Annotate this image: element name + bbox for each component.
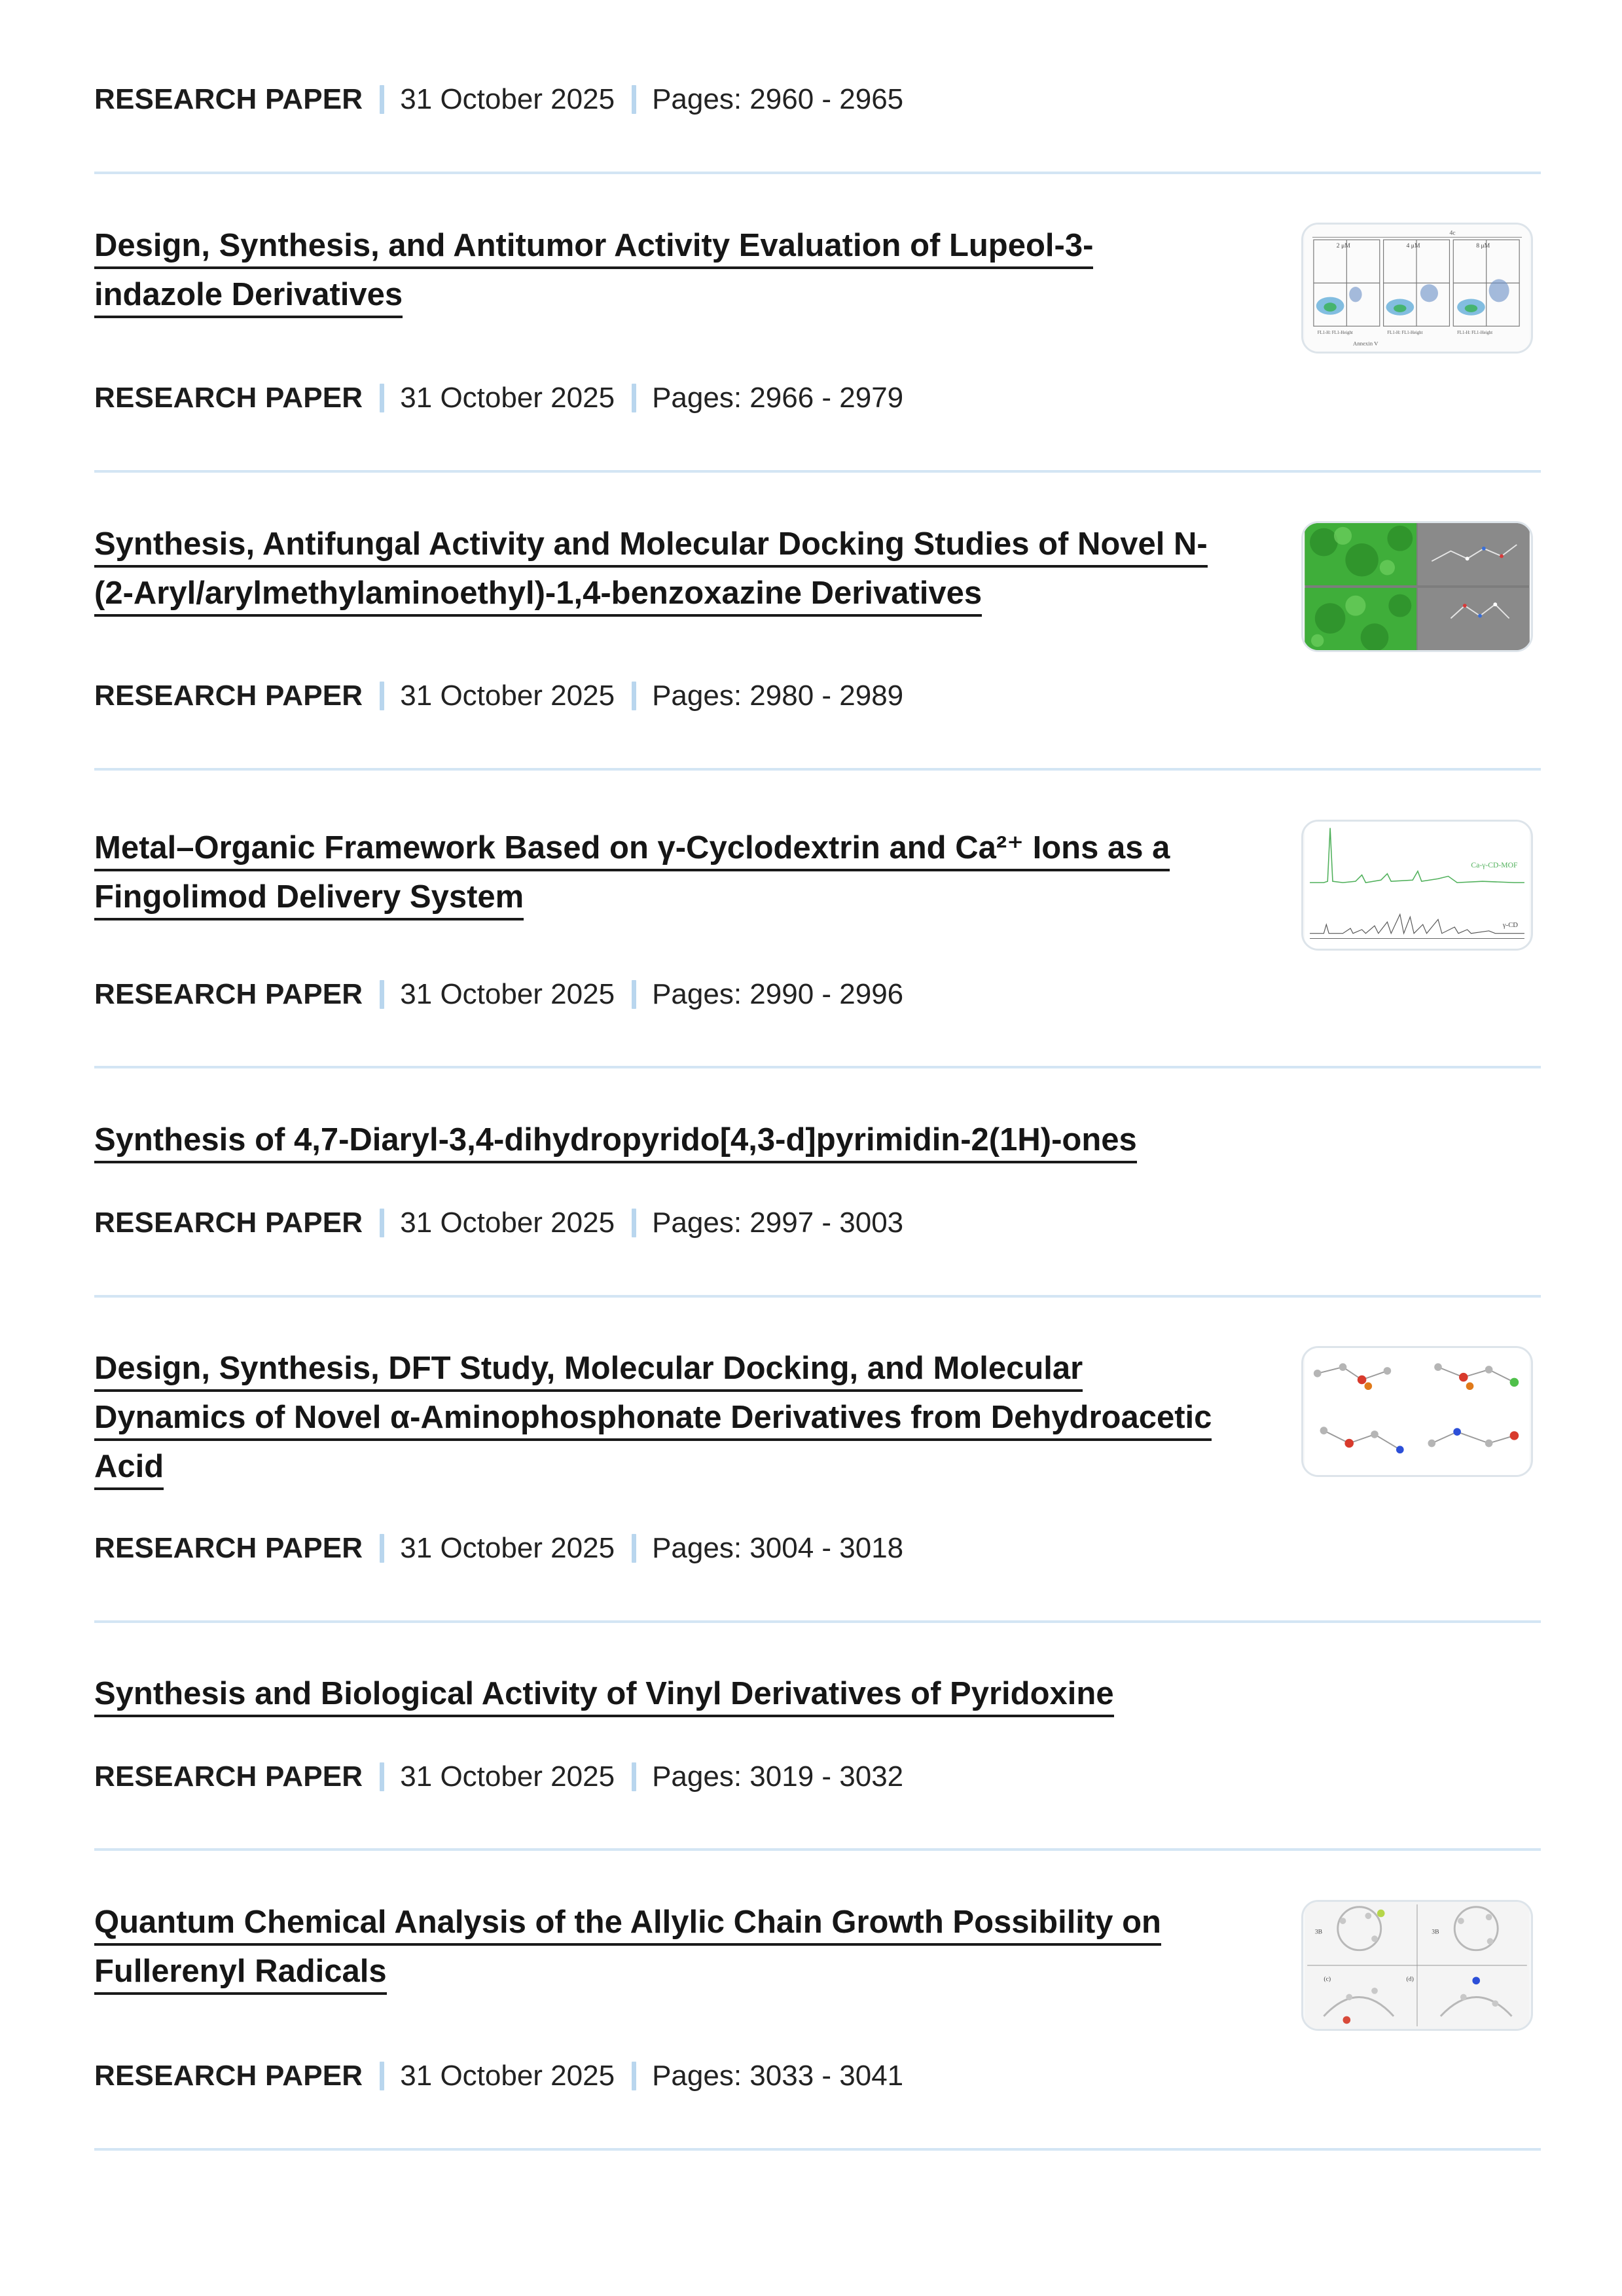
divider: [94, 1295, 1541, 1298]
publication-date: 31 October 2025: [400, 680, 615, 712]
meta-separator: [380, 384, 384, 412]
page-range: Pages: 2960 - 2965: [652, 83, 904, 115]
dft-structures-thumbnail-image: [1303, 1348, 1531, 1475]
meta-separator: [632, 85, 636, 114]
meta-separator: [380, 85, 384, 114]
meta-separator: [380, 2062, 384, 2090]
article-title-link[interactable]: [94, 1898, 1246, 1996]
meta-separator: [632, 2062, 636, 2090]
article-type: RESEARCH PAPER: [94, 382, 363, 414]
article-meta: [94, 85, 903, 114]
page-range: Pages: 2997 - 3003: [652, 1207, 904, 1239]
svg-text:(c): (c): [1324, 1975, 1331, 1983]
meta-separator: [632, 1762, 636, 1791]
title-line[interactable]: Synthesis and Biological Activity of Vinyl Derivatives of Pyridoxine: [94, 1673, 1114, 1717]
article-meta: [94, 1762, 903, 1791]
article-meta: [94, 2062, 903, 2090]
page-range: Pages: 2966 - 2979: [652, 382, 904, 414]
article-type: RESEARCH PAPER: [94, 83, 363, 115]
page-range: Pages: 3033 - 3041: [652, 2060, 904, 2092]
title-line[interactable]: Metal–Organic Framework Based on γ-Cyclodextrin and Ca²⁺ Ions as a: [94, 827, 1170, 871]
meta-separator: [632, 682, 636, 710]
article-title-link[interactable]: [94, 520, 1246, 618]
meta-separator: [380, 1534, 384, 1563]
xrd-spectrum-thumbnail-image: [1303, 822, 1531, 949]
svg-text:4 μM: 4 μM: [1406, 242, 1420, 249]
svg-text:2 μM: 2 μM: [1336, 242, 1350, 249]
publication-date: 31 October 2025: [400, 1760, 615, 1793]
svg-text:γ-CD: γ-CD: [1502, 921, 1519, 930]
meta-separator: [632, 980, 636, 1009]
title-line[interactable]: Fingolimod Delivery System: [94, 876, 524, 920]
svg-text:3B: 3B: [1314, 1928, 1323, 1936]
publication-date: 31 October 2025: [400, 1207, 615, 1239]
divider: [94, 1848, 1541, 1851]
article-meta: [94, 1209, 903, 1237]
article-title-link[interactable]: [94, 1116, 1246, 1165]
publication-date: 31 October 2025: [400, 83, 615, 115]
meta-separator: [632, 1209, 636, 1237]
svg-text:3B: 3B: [1432, 1928, 1439, 1936]
fullerenyl-radicals-thumbnail-image: [1303, 1902, 1531, 2029]
molecular-docking-thumbnail-image: [1303, 523, 1531, 650]
divider: [94, 470, 1541, 473]
title-line[interactable]: Acid: [94, 1446, 164, 1490]
svg-text:8 μM: 8 μM: [1476, 242, 1490, 249]
article-title-link[interactable]: [94, 221, 1246, 319]
page-range: Pages: 3019 - 3032: [652, 1760, 904, 1793]
article-type: RESEARCH PAPER: [94, 1760, 363, 1793]
title-line[interactable]: Synthesis, Antifungal Activity and Molecular Docking Studies of Novel N-: [94, 523, 1208, 568]
publication-date: 31 October 2025: [400, 382, 615, 414]
article-meta: [94, 1534, 903, 1563]
title-line[interactable]: (2-Aryl/arylmethylaminoethyl)-1,4-benzoxazine Derivatives: [94, 572, 982, 617]
svg-text:FL1-H: FL1-Height: FL1-H: FL1-Height: [1457, 330, 1493, 335]
graphical-abstract-thumbnail[interactable]: [1301, 223, 1533, 354]
publication-date: 31 October 2025: [400, 2060, 615, 2092]
divider: [94, 172, 1541, 174]
title-line[interactable]: Dynamics of Novel α-Aminophosphonate Derivatives from Dehydroacetic: [94, 1396, 1212, 1441]
page-range: Pages: 2990 - 2996: [652, 978, 904, 1010]
meta-separator: [380, 980, 384, 1009]
page-range: Pages: 2980 - 2989: [652, 680, 904, 712]
title-line[interactable]: Design, Synthesis, and Antitumor Activity Evaluation of Lupeol-3-: [94, 225, 1093, 269]
divider: [94, 768, 1541, 771]
publication-date: 31 October 2025: [400, 1532, 615, 1564]
svg-text:(d): (d): [1406, 1975, 1414, 1983]
article-type: RESEARCH PAPER: [94, 2060, 363, 2092]
svg-text:FL1-H: FL1-Height: FL1-H: FL1-Height: [1387, 330, 1423, 335]
article-meta: [94, 682, 903, 710]
article-type: RESEARCH PAPER: [94, 680, 363, 712]
meta-separator: [380, 1209, 384, 1237]
graphical-abstract-thumbnail[interactable]: [1301, 820, 1533, 951]
article-type: RESEARCH PAPER: [94, 1532, 363, 1564]
meta-separator: [632, 1534, 636, 1563]
article-title-link[interactable]: [94, 1344, 1246, 1491]
meta-separator: [632, 384, 636, 412]
divider: [94, 1066, 1541, 1068]
meta-separator: [380, 1762, 384, 1791]
divider: [94, 1620, 1541, 1623]
title-line[interactable]: indazole Derivatives: [94, 274, 403, 318]
flow-cytometry-thumbnail-image: [1303, 225, 1531, 352]
page-range: Pages: 3004 - 3018: [652, 1532, 904, 1564]
publication-date: 31 October 2025: [400, 978, 615, 1010]
svg-text:Ca-γ-CD-MOF: Ca-γ-CD-MOF: [1471, 860, 1518, 869]
article-type: RESEARCH PAPER: [94, 978, 363, 1010]
divider: [94, 2148, 1541, 2151]
title-line[interactable]: Fullerenyl Radicals: [94, 1950, 387, 1995]
title-line[interactable]: Design, Synthesis, DFT Study, Molecular Docking, and Molecular: [94, 1347, 1083, 1392]
article-meta: [94, 980, 903, 1009]
title-line[interactable]: Quantum Chemical Analysis of the Allylic Chain Growth Possibility on: [94, 1901, 1161, 1946]
article-title-link[interactable]: [94, 824, 1246, 922]
svg-text:Annexin V: Annexin V: [1353, 340, 1379, 347]
graphical-abstract-thumbnail[interactable]: [1301, 1346, 1533, 1477]
graphical-abstract-thumbnail[interactable]: [1301, 1900, 1533, 2031]
title-line[interactable]: Synthesis of 4,7-Diaryl-3,4-dihydropyrido[4,3-d]pyrimidin-2(1H)-ones: [94, 1119, 1137, 1163]
meta-separator: [380, 682, 384, 710]
svg-text:4c: 4c: [1449, 229, 1456, 237]
article-type: RESEARCH PAPER: [94, 1207, 363, 1239]
article-meta: [94, 384, 903, 412]
graphical-abstract-thumbnail[interactable]: [1301, 521, 1533, 652]
svg-text:FL1-H: FL1-Height: FL1-H: FL1-Height: [1317, 330, 1353, 335]
article-title-link[interactable]: [94, 1669, 1246, 1719]
